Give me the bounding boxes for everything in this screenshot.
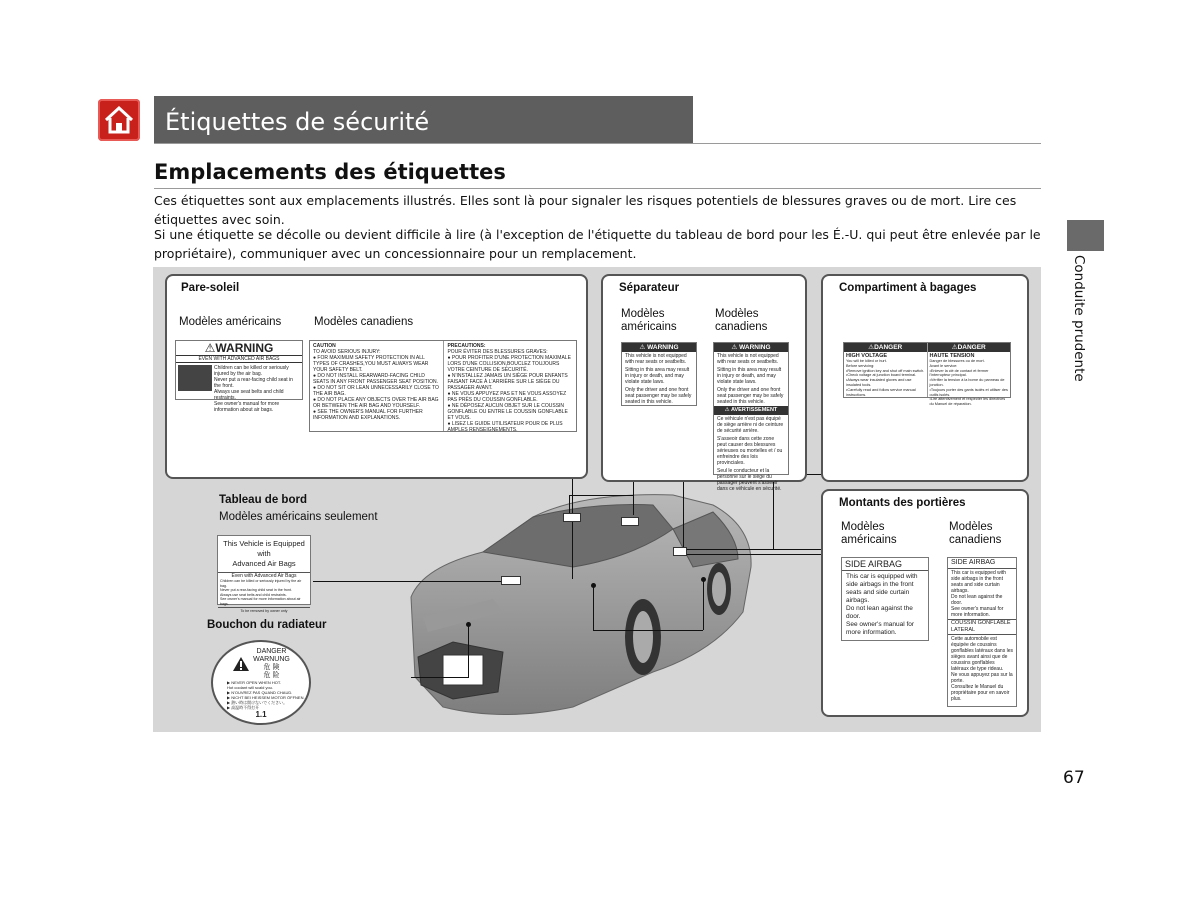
dashboard-title: Tableau de bord	[219, 494, 307, 506]
page-number: 67	[1063, 768, 1085, 788]
label-line: This car is equipped with side airbags in the front seats and side curtain airbags.	[846, 573, 918, 604]
radiator-title: Bouchon du radiateur	[207, 619, 327, 631]
label-line: ● NE DÉPOSEZ AUCUN OBJET SUR LE COUSSIN GONFLABLE OU ENTRE LE COUSSIN GONFLABLE ET VOUS.	[447, 403, 568, 421]
connector-line	[468, 624, 469, 677]
label-line: ▶ NICHT BEI HEISSEM MOTOR ÖFFNEN.	[227, 695, 305, 700]
connector-line	[683, 474, 684, 554]
label-line: Children can be killed or seriously injured by the air bag.	[214, 365, 289, 377]
connector-line	[569, 495, 570, 515]
label-line: Do not lean against the door.	[951, 594, 1003, 606]
label-line: SIDE AIRBAG	[842, 558, 928, 571]
marker-dot	[466, 622, 471, 627]
label-line: ● N'INSTALLEZ JAMAIS UN SIÈGE POUR ENFANTS FAISANT FACE À L'ARRIÈRE SUR LE SIÈGE DU PASSAGER AVANT.	[447, 373, 568, 391]
pressure-value: 1.1	[255, 710, 267, 719]
label-line: ● SEE THE OWNER'S MANUAL FOR FURTHER INFORMATION AND EXPLANATIONS.	[313, 409, 423, 421]
door-pillars-ca-label	[947, 557, 1017, 707]
label-line: HAUTE TENSION	[929, 353, 975, 359]
label-marker	[501, 576, 521, 585]
door-pillars-panel	[821, 489, 1029, 717]
label-line: See owner's manual for more information.	[846, 621, 915, 636]
home-icon	[98, 99, 140, 141]
label-line: See owner's manual for more information about air bags.	[214, 401, 280, 413]
airbag-pictogram-icon	[178, 365, 212, 391]
sun-visor-ca-label	[309, 340, 577, 432]
dashboard-label	[217, 535, 311, 613]
separator-ca-label	[713, 342, 789, 492]
label-line: This vehicle is not equipped with rear seats or seatbelts.	[625, 353, 687, 365]
label-line: Advanced Air Bags	[232, 559, 296, 568]
label-line: Children can be killed or seriously injured by the air bag.	[220, 579, 302, 588]
label-line: Always use seat belts and child restraints.	[214, 389, 284, 401]
connector-line	[633, 495, 634, 515]
label-line: ▶ 高温時不得打开	[227, 705, 260, 710]
label-line: •Lire attentivement et respecter les directives du Manuel de réparation.	[929, 397, 1006, 407]
label-line: Do not lean against the door.	[846, 605, 913, 620]
label-line: Only the driver and one front seat passenger may be safely seated in this vehicle.	[625, 387, 692, 405]
label-line: ▶ N'OUVREZ PAS QUAND CHAUD.	[227, 690, 293, 695]
cargo-panel	[821, 274, 1029, 482]
label-line: See owner's manual for more information about air bags.	[220, 597, 301, 606]
label-marker	[621, 517, 639, 526]
cargo-danger-label	[843, 342, 1011, 407]
page-title: Étiquettes de sécurité	[165, 108, 430, 136]
warning-triangle-icon	[232, 656, 250, 672]
label-line: ● DO NOT PLACE ANY OBJECTS OVER THE AIR BAG OR BETWEEN THE AIR BAG AND YOURSELF.	[313, 397, 439, 409]
label-line: •Check voltage at junction board terminal.	[846, 373, 917, 378]
connector-line	[569, 495, 634, 496]
label-line: CAUTION	[313, 343, 336, 349]
section-heading: Emplacements des étiquettes	[154, 160, 506, 184]
label-line: •Vérifier la tension à la borne du panneau de jonction.	[929, 378, 1005, 387]
connector-line	[683, 554, 823, 555]
connector-line	[593, 585, 594, 630]
label-line: ● DO NOT SIT OR LEAN UNNECESSARILY CLOSE TO THE AIR BAG.	[313, 385, 439, 397]
label-line: S'asseoir dans cette zone peut causer des blessures sérieuses ou mortelles et / ou enfreindre des lois provinciales.	[717, 436, 783, 466]
label-line: •Remove ignition key and shut off main switch.	[846, 368, 925, 373]
label-line: ● DO NOT INSTALL REARWARD-FACING CHILD SEATS IN ANY FRONT PASSENGER SEAT POSITION.	[313, 373, 439, 385]
label-line: •Enlever la clé de contact et fermer l'interrupteur principal.	[929, 368, 989, 378]
cargo-title: Compartiment à bagages	[839, 282, 977, 294]
marker-dot	[591, 583, 596, 588]
sun-visor-us-heading: Modèles américains	[179, 316, 282, 328]
sun-visor-panel	[165, 274, 588, 479]
separator-ca-heading: Modèles canadiens	[715, 308, 768, 333]
label-line: TO AVOID SERIOUS INJURY:	[313, 349, 381, 355]
radiator-cap-label	[211, 640, 311, 725]
label-line: DANGER	[256, 648, 287, 655]
label-line: Seul le conducteur et la personne sur le siège du passager peuvent s'asseoir dans ce véhicule en sécurité.	[717, 468, 782, 492]
label-line: Cette automobile est équipée de coussins gonflables latéraux dans les sièges avant ainsi que de coussins gonflables latéraux de type rideau.	[951, 636, 1013, 672]
label-line: Sitting in this area may result in injury or death, and may violate state laws.	[717, 367, 782, 385]
label-line: Never put a rear-facing child seat in the front.	[214, 377, 293, 389]
label-line: Always use seat belts and child restraints.	[220, 592, 287, 597]
label-line: ● POUR PROFITER D'UNE PROTECTION MAXIMALE LORS D'UNE COLLISION,BOUCLEZ TOUJOURS VOTRE CEINTURE DE SÉCURITÉ.	[447, 355, 571, 373]
label-line: Sitting in this area may result in injury or death, and may violate state laws.	[625, 367, 690, 385]
replacement-paragraph: Si une étiquette se décolle ou devient difficile à lire (à l'exception de l'étiquette du tableau de bord pour les É.-U. qui peut être enlevée par le propriétaire), communiquer avec un concessionnaire pour un remplacement.	[154, 227, 1041, 261]
label-line: ● NE VOUS APPUYEZ PAS ET NE VOUS ASSOYEZ PAS PRÈS DU COUSSIN GONFLABLE.	[447, 391, 567, 403]
label-line: 危 险	[263, 672, 280, 679]
label-marker	[563, 513, 581, 522]
chapter-tab-label: Conduite prudente	[1071, 255, 1087, 382]
label-marker	[673, 547, 687, 556]
label-line: ● FOR MAXIMUM SAFETY PROTECTION IN ALL TYPES OF CRASHES,YOU MUST ALWAYS WEAR YOUR SAFETY BELT.	[313, 355, 429, 373]
connector-line	[703, 579, 704, 630]
home-button[interactable]	[98, 99, 140, 141]
sun-visor-ca-heading: Modèles canadiens	[314, 316, 414, 328]
label-line: Never put a rear-facing child seat in the front.	[220, 588, 292, 593]
label-line: See owner's manual for more information.	[951, 606, 1004, 618]
section-divider	[154, 188, 1041, 189]
label-line: ⚠DANGER	[928, 343, 1011, 352]
sun-visor-us-label	[175, 340, 303, 413]
connector-line	[572, 474, 573, 579]
label-line: •Always wear insulated gloves and use insulated tools.	[846, 378, 912, 387]
label-line: Ne vous appuyez pas sur la porte.	[951, 672, 1013, 684]
separator-us-label	[621, 342, 697, 406]
label-line: Danger de blessures ou de mort.	[929, 359, 985, 363]
label-line: To be removed by owner only	[218, 607, 310, 614]
door-pillars-ca-heading: Modèles canadiens	[949, 521, 1002, 546]
label-line: This Vehicle is Equipped with	[223, 539, 305, 558]
connector-line	[593, 630, 703, 631]
title-divider	[154, 143, 1041, 144]
sun-visor-title: Pare-soleil	[181, 282, 240, 294]
label-line: COUSSIN GONFLABLE LATERAL	[948, 619, 1016, 635]
label-line: ⚠ WARNING	[714, 343, 788, 352]
dashboard-subtitle: Modèles américains seulement	[219, 511, 378, 523]
label-line: Ce véhicule n'est pas équipé de siège arrière ni de ceinture de sécurité arrière.	[717, 416, 784, 434]
intro-paragraph: Ces étiquettes sont aux emplacements illustrés. Elles sont là pour signaler les risques potentiels de blessures graves ou de mort. Lire ces étiquettes avec soin.	[154, 193, 1017, 227]
connector-line	[680, 549, 823, 550]
separator-us-heading: Modèles américains	[621, 308, 677, 333]
label-line: Consultez le Manuel du propriétaire pour en savoir plus.	[951, 684, 1010, 702]
label-line: This car is equipped with side airbags in the front seats and side curtain airbags.	[951, 570, 1007, 594]
label-locations-figure	[153, 267, 1041, 732]
door-pillars-us-label	[841, 557, 929, 641]
label-line: WARNUNG	[253, 656, 290, 663]
label-line: Even with Advanced Air Bags	[218, 572, 310, 579]
label-line: You will be killed or hurt.	[846, 359, 887, 363]
label-line: HIGH VOLTAGE	[846, 353, 888, 359]
label-line: 危 険	[263, 664, 280, 671]
label-line: ▶ 熱い時は開けないでください。	[227, 700, 288, 705]
label-line: Before servicing:	[846, 363, 875, 368]
label-line: ⚠ AVERTISSEMENT	[714, 406, 788, 415]
label-line: ⚠ WARNING	[622, 343, 696, 352]
separator-title: Séparateur	[619, 282, 680, 294]
connector-line	[313, 581, 508, 582]
label-line: EVEN WITH ADVANCED AIR BAGS	[176, 355, 302, 363]
label-line: Only the driver and one front seat passenger may be safely seated in this vehicle.	[717, 387, 784, 405]
label-line: •Carefully read and follow service manual instructions.	[846, 387, 916, 397]
connector-line	[411, 677, 469, 678]
label-line: PRECAUTIONS:	[447, 343, 486, 349]
warning-heading: ⚠WARNING	[204, 341, 274, 355]
label-line: ▶ NEVER OPEN WHEN HOT.	[227, 680, 281, 685]
marker-dot	[701, 577, 706, 582]
label-line: POUR ÉVITER DES BLESSURES GRAVES:	[447, 349, 548, 355]
label-line: This vehicle is not equipped with rear seats or seatbelts.	[717, 353, 779, 365]
door-pillars-us-heading: Modèles américains	[841, 521, 897, 546]
chapter-tab[interactable]	[1067, 220, 1104, 251]
label-line: ⚠DANGER	[844, 343, 927, 352]
separator-panel	[601, 274, 807, 492]
door-pillars-title: Montants des portières	[839, 497, 966, 509]
label-line: SIDE AIRBAG	[948, 558, 1016, 569]
label-line: Hot coolant will scald you.	[227, 685, 274, 690]
label-line: •Toujours porter des gants isolés et utiliser des outils isolés.	[929, 387, 1008, 397]
label-line: Avant le service:	[929, 363, 958, 368]
label-line: ● LISEZ LE GUIDE UTILISATEUR POUR DE PLUS AMPLES RENSEIGNEMENTS.	[447, 421, 563, 433]
